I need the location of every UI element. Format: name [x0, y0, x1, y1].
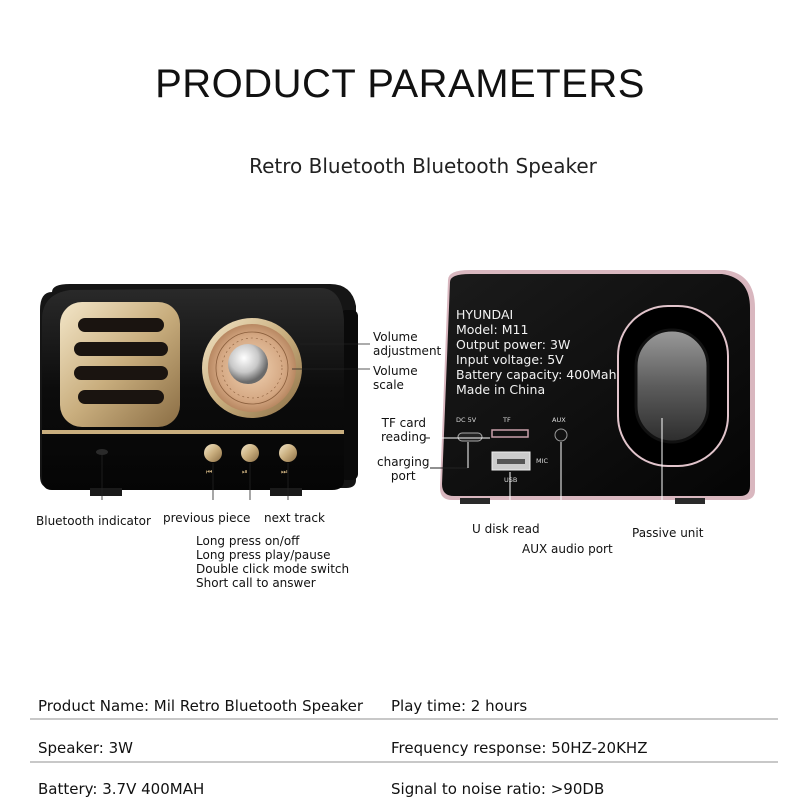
svg-text:⏯: ⏯: [242, 468, 248, 476]
play-function-item: Double click mode switch: [196, 562, 350, 576]
play-function-item: Long press on/off: [196, 534, 300, 548]
label-volume-adjustment: Volume adjustment: [373, 330, 442, 358]
svg-text:⏮: ⏮: [206, 468, 213, 476]
spec-battery: Battery: 3.7V 400MAH: [38, 780, 205, 798]
back-info-line: HYUNDAI: [456, 307, 514, 322]
label-passive-unit: Passive unit: [632, 526, 704, 540]
back-info-line: Made in China: [456, 382, 546, 397]
spec-speaker: Speaker: 3W: [38, 739, 133, 757]
page-title: PRODUCT PARAMETERS: [155, 62, 645, 106]
label-previous-piece: previous piece: [163, 511, 251, 525]
svg-text:⏭: ⏭: [281, 468, 288, 476]
back-info-line: Model: M11: [456, 322, 529, 337]
port-tf-text: TF: [503, 416, 511, 424]
spec-divider: [30, 761, 778, 763]
play-functions-list: [196, 534, 349, 590]
port-aux-text: AUX: [552, 416, 566, 424]
spec-product-name: Product Name: Mil Retro Bluetooth Speaker: [38, 697, 364, 715]
label-bluetooth-indicator: Bluetooth indicator: [36, 514, 151, 528]
label-aux-audio-port: AUX audio port: [522, 542, 613, 556]
label-charging-port: charging port: [377, 455, 430, 483]
port-mic-text: MIC: [536, 457, 549, 465]
page-subtitle: Retro Bluetooth Bluetooth Speaker: [249, 154, 597, 178]
label-u-disk-read: U disk read: [472, 522, 540, 536]
spec-divider: [30, 718, 778, 720]
back-info-line: Output power: 3W: [456, 337, 571, 352]
play-function-item: Long press play/pause: [196, 548, 331, 562]
back-info-block: [456, 307, 617, 397]
label-tf-card-reading: TF card reading: [381, 416, 427, 444]
back-info-line: Battery capacity: 400Mah: [456, 367, 617, 382]
spec-snr: Signal to noise ratio: >90DB: [391, 780, 605, 798]
spec-frequency-response: Frequency response: 50HZ-20KHZ: [391, 739, 648, 757]
spec-play-time: Play time: 2 hours: [391, 697, 528, 715]
speaker-front-image: [30, 280, 370, 500]
port-dc-text: DC 5V: [456, 416, 477, 424]
back-info-line: Input voltage: 5V: [456, 352, 564, 367]
port-usb-text: USB: [504, 476, 518, 484]
play-function-item: Short call to answer: [196, 576, 316, 590]
label-next-track: next track: [264, 511, 325, 525]
label-volume-scale: Volume scale: [373, 364, 418, 392]
